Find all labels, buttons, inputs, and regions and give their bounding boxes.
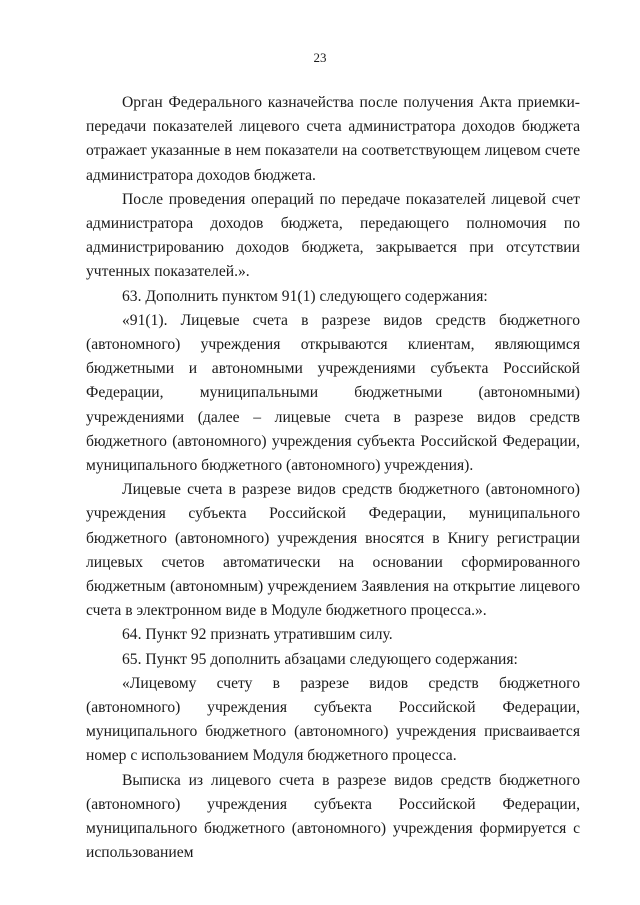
paragraph: «Лицевому счету в разрезе видов средств бюджетного (автономного) учреждения субъекта Российской Федерации, муниципального бюджетного (автономного) учреждения присваивается номер с использованием Модуля бюджетного процесса. [86, 674, 580, 765]
paragraph: Лицевые счета в разрезе видов средств бюджетного (автономного) учреждения субъекта Российской Федерации, муниципального бюджетного (автономного) учреждения вносятся в Книгу регистрации лицевых счетов автоматически на основании сформированного бюджетным (автономным) учреждением Заявления на открытие лицевого счета в электронном виде в Модуле бюджетного процесса.». [86, 481, 580, 620]
paragraph: «91(1). Лицевые счета в разрезе видов средств бюджетного (автономного) учреждения открываются клиентам, являющимся бюджетными и автономными учреждениями субъекта Российской Федерации, муниципальными бюджетными (автономными) учреждениями (далее – лицевые счета в разрезе видов средств бюджетного (автономного) учреждения субъекта Российской Федерации, муниципального бюджетного (автономного) учреждения). [86, 311, 580, 475]
paragraph: 64. Пункт 92 признать утратившим силу. [122, 626, 393, 644]
paragraph: 63. Дополнить пунктом 91(1) следующего содержания: [122, 287, 488, 305]
paragraph: Выписка из лицевого счета в разрезе видов средств бюджетного (автономного) учреждения субъекта Российской Федерации, муниципального бюджетного (автономного) учреждения формируется с использованием [86, 771, 580, 862]
paragraph: 65. Пункт 95 дополнить абзацами следующего содержания: [122, 650, 518, 668]
document-body [86, 91, 580, 866]
paragraph: После проведения операций по передаче показателей лицевой счет администратора доходов бюджета, передающего полномочия по администрированию доходов бюджета, закрывается при отсутствии учтенных показателей.». [86, 190, 580, 281]
paragraph: Орган Федерального казначейства после получения Акта приемки-передачи показателей лицевого счета администратора доходов бюджета отражает указанные в нем показатели на соответствующем лицевом счете администратора доходов бюджета. [86, 94, 580, 184]
page-number: 23 [313, 50, 327, 65]
